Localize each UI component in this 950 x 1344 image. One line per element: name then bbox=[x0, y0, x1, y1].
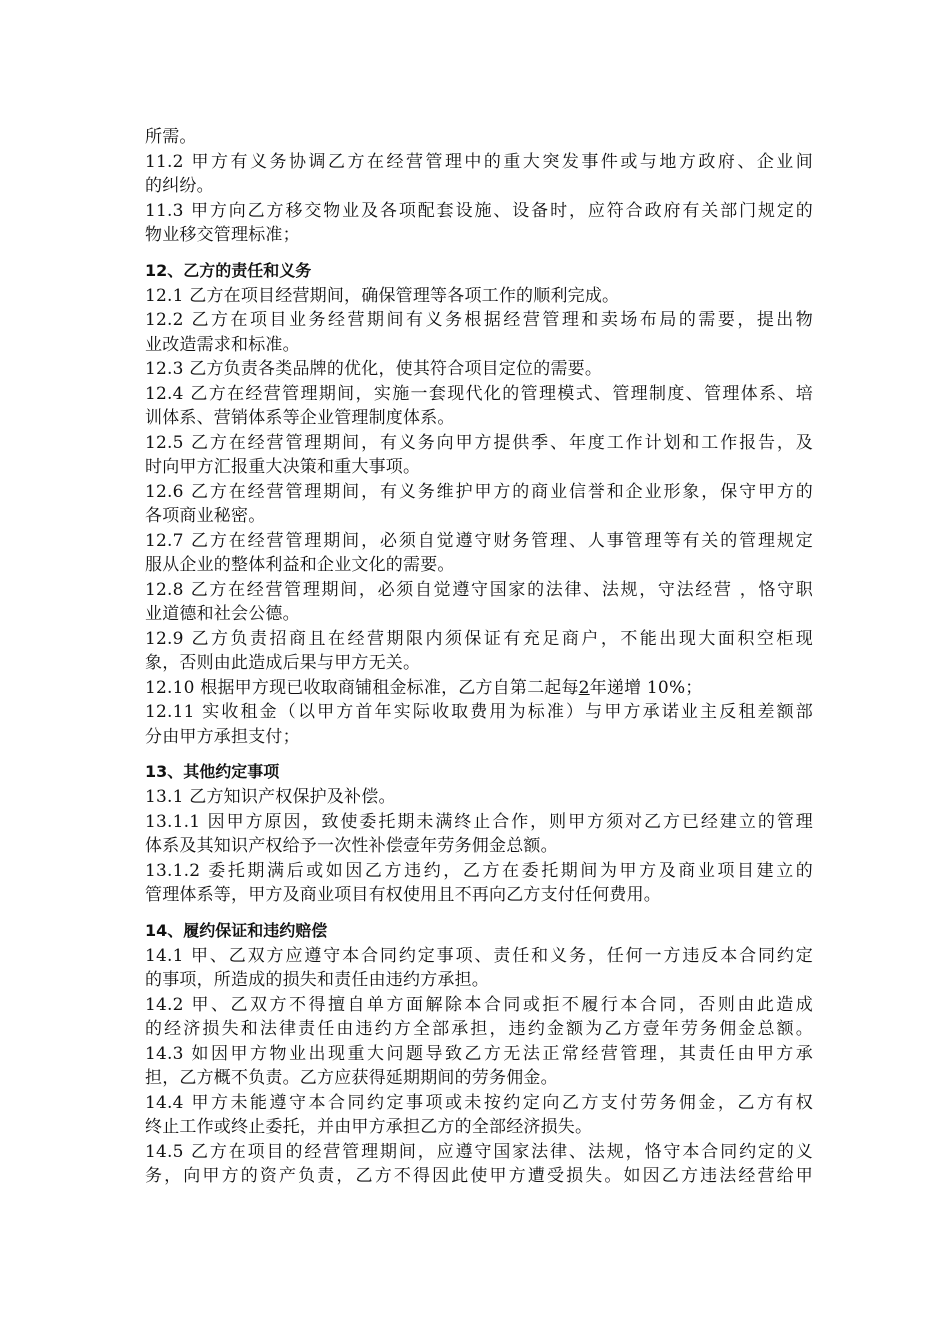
text-line: 14.1 甲、乙双方应遵守本合同约定事项、责任和义务，任何一方违反本合同约定 bbox=[145, 945, 813, 966]
text-line: 12.5 乙方在经营管理期间，有义务向甲方提供季、年度工作计划和工作报告，及 bbox=[145, 432, 813, 453]
section-heading: 13、其他约定事项 bbox=[145, 762, 280, 781]
text-line: 12.1 乙方在项目经营期间，确保管理等各项工作的顺利完成。 bbox=[145, 285, 620, 306]
text-line: 管理体系等，甲方及商业项目有权使用且不再向乙方支付任何费用。 bbox=[145, 885, 661, 905]
text-line: 的经济损失和法律责任由违约方全部承担，违约金额为乙方壹年劳务佣金总额。 bbox=[145, 1019, 813, 1039]
text-line: 14.4 甲方未能遵守本合同约定事项或未按约定向乙方支付劳务佣金，乙方有权 bbox=[145, 1092, 813, 1113]
text-line: 各项商业秘密。 bbox=[145, 506, 266, 526]
section-13 bbox=[145, 759, 813, 908]
document-page bbox=[145, 125, 813, 1189]
text-line: 业改造需求和标准。 bbox=[145, 334, 300, 355]
text-line: 务，向甲方的资产负责，乙方不得因此使甲方遭受损失。如因乙方违法经营给甲 bbox=[145, 1166, 813, 1186]
text-line: 时向甲方汇报重大决策和重大事项。 bbox=[145, 457, 421, 477]
text-fragment: 年递增 10%； bbox=[589, 677, 703, 698]
section-heading: 14、履约保证和违约赔偿 bbox=[145, 920, 328, 940]
text-line: 14.2 甲、乙双方不得擅自单方面解除本合同或拒不履行本合同，否则由此造成 bbox=[145, 994, 813, 1015]
text-fragment: 12.10 根据甲方现已收取商铺租金标准，乙方自第二起每 bbox=[145, 677, 579, 698]
text-line: 12.4 乙方在经营管理期间，实施一套现代化的管理模式、管理制度、管理体系、培 bbox=[145, 383, 813, 404]
underlined-years: 2 bbox=[578, 677, 590, 698]
text-line: 担，乙方概不负责。乙方应获得延期期间的劳务佣金。 bbox=[145, 1068, 558, 1088]
text-line: 物业移交管理标准； bbox=[145, 225, 300, 245]
section-12 bbox=[145, 258, 813, 750]
text-line: 分由甲方承担支付； bbox=[145, 726, 300, 747]
text-line: 11.2 甲方有义务协调乙方在经营管理中的重大突发事件或与地方政府、企业间 bbox=[145, 151, 813, 172]
text-line: 12.6 乙方在经营管理期间，有义务维护甲方的商业信誉和企业形象，保守甲方的 bbox=[145, 481, 813, 502]
text-line: 的纠纷。 bbox=[145, 176, 214, 196]
text-line: 12.2 乙方在项目业务经营期间有义务根据经营管理和卖场布局的需要，提出物 bbox=[145, 310, 813, 330]
text-line: 12.7 乙方在经营管理期间，必须自觉遵守财务管理、人事管理等有关的管理规定 bbox=[145, 530, 813, 551]
text-line: 训体系、营销体系等企业管理制度体系。 bbox=[145, 408, 455, 428]
text-line: 11.3 甲方向乙方移交物业及各项配套设施、设备时，应符合政府有关部门规定的 bbox=[145, 200, 813, 221]
section-14 bbox=[145, 918, 813, 1189]
text-line: 14.3 如因甲方物业出现重大问题导致乙方无法正常经营管理，其责任由甲方承 bbox=[145, 1043, 813, 1064]
text-line: 象，否则由此造成后果与甲方无关。 bbox=[145, 653, 421, 673]
text-line: 13.1.1 因甲方原因，致使委托期未满终止合作，则甲方须对乙方已经建立的管理 bbox=[145, 811, 813, 832]
text-line: 14.5 乙方在项目的经营管理期间，应遵守国家法律、法规，恪守本合同约定的义 bbox=[145, 1141, 813, 1162]
text-line: 13.1 乙方知识产权保护及补偿。 bbox=[145, 787, 396, 807]
text-line-rent-increase bbox=[145, 676, 813, 701]
text-line: 业道德和社会公德。 bbox=[145, 604, 300, 624]
text-line: 13.1.2 委托期满后或如因乙方违约，乙方在委托期间为甲方及商业项目建立的 bbox=[145, 860, 813, 881]
text-line: 所需。 bbox=[145, 127, 197, 147]
text-line: 体系及其知识产权给予一次性补偿壹年劳务佣金总额。 bbox=[145, 836, 558, 856]
text-line: 12.8 乙方在经营管理期间，必须自觉遵守国家的法律、法规，守法经营 ，恪守职 bbox=[145, 579, 813, 600]
section-11 bbox=[145, 125, 813, 248]
text-line: 12.11 实收租金（以甲方首年实际收取费用为标准）与甲方承诺业主反租差额部 bbox=[145, 702, 813, 722]
text-line: 的事项，所造成的损失和责任由违约方承担。 bbox=[145, 970, 489, 990]
section-heading: 12、乙方的责任和义务 bbox=[145, 260, 312, 280]
text-line: 服从企业的整体利益和企业文化的需要。 bbox=[145, 555, 455, 575]
text-line: 终止工作或终止委托，并由甲方承担乙方的全部经济损失。 bbox=[145, 1117, 593, 1137]
text-line: 12.3 乙方负责各类品牌的优化，使其符合项目定位的需要。 bbox=[145, 359, 603, 379]
text-line: 12.9 乙方负责招商且在经营期限内须保证有充足商户，不能出现大面积空柜现 bbox=[145, 628, 813, 649]
